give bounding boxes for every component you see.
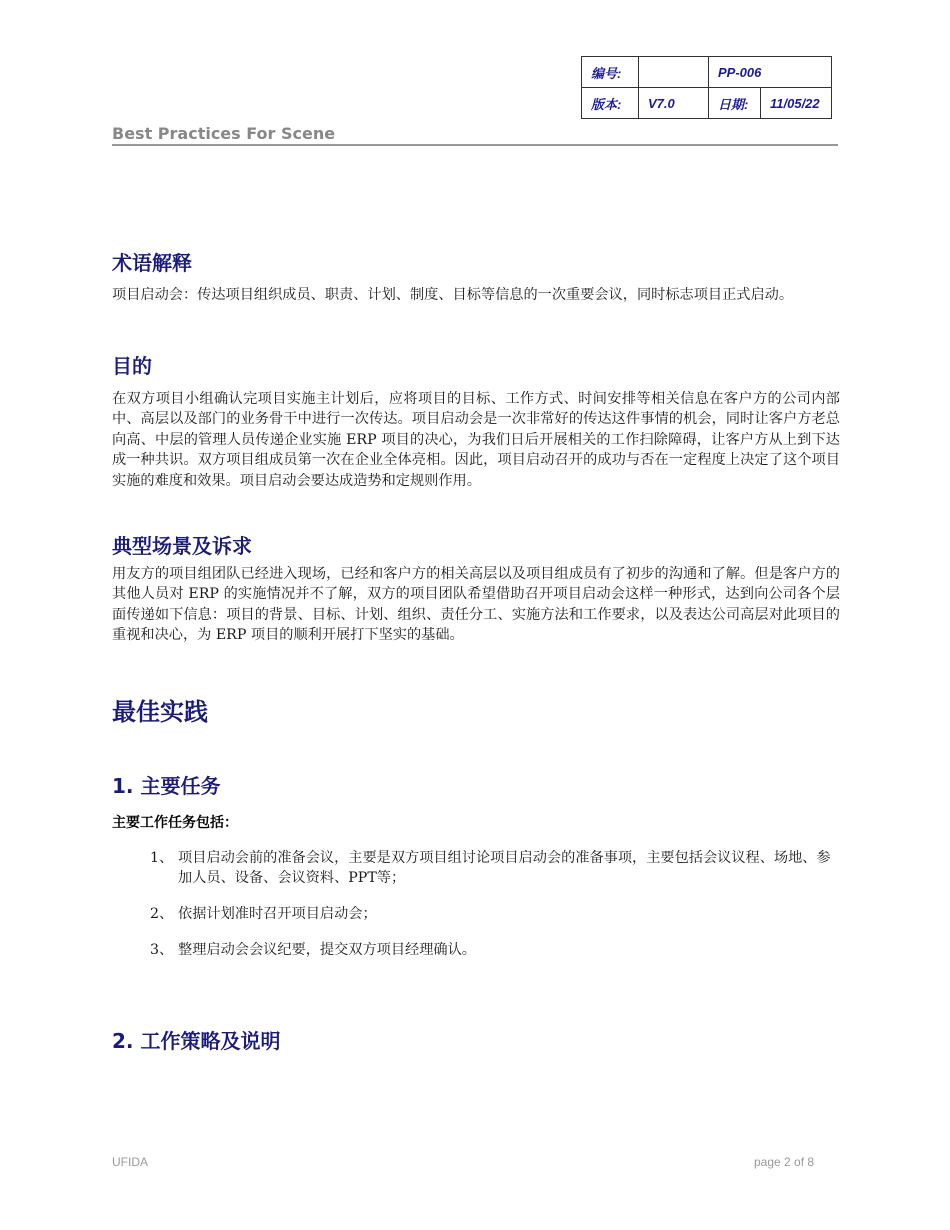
code-spacer-cell <box>639 57 709 88</box>
footer-page-number: page 2 of 8 <box>754 1155 815 1169</box>
date-value: 11/05/22 <box>761 88 832 119</box>
task-number: 2、 <box>150 906 174 922</box>
section-title-scenario: 典型场景及诉求 <box>112 534 252 558</box>
main-tasks-intro: 主要工作任务包括： <box>112 815 238 831</box>
version-label: 版本: <box>582 88 639 119</box>
section-title-best-practice: 最佳实践 <box>112 698 208 726</box>
section-body-scenario: 用友方的项目组团队已经进入现场，已经和客户方的相关高层以及项目组成员有了初步的沟通和了解。但是客户方的其他人员对 ERP 的实施情况并不了解，双方的项目团队希望借助召开项目启动会这样一种形式，达到向公司各个层面传递如下信息：项目的背景、目标、计划、组织、责任分工、实施方法和工作要求，以及表达公司高层对此项目的重视和决心，为 ERP 项目的顺利开展打下坚实的基础。 <box>112 566 840 644</box>
section-title-purpose: 目的 <box>112 354 152 378</box>
task-text: 项目启动会前的准备会议，主要是双方项目组讨论项目启动会的准备事项，主要包括会议议程、场地、参加人员、设备、会议资料、PPT等； <box>178 850 831 887</box>
task-item <box>150 848 840 889</box>
task-item <box>150 940 840 960</box>
section-title-main-tasks: 1. 主要任务 <box>112 774 221 798</box>
date-label: 日期: <box>709 88 761 119</box>
version-value: V7.0 <box>639 88 709 119</box>
document-info-table <box>581 56 832 119</box>
code-value: PP-006 <box>709 57 832 88</box>
task-item <box>150 904 840 924</box>
task-text: 整理启动会会议纪要，提交双方项目经理确认。 <box>178 942 476 958</box>
header-divider <box>112 144 838 146</box>
task-number: 1、 <box>150 850 174 866</box>
task-text: 依据计划准时召开项目启动会； <box>178 906 377 922</box>
section-body-terms: 项目启动会：传达项目组织成员、职责、计划、制度、目标等信息的一次重要会议，同时标志项目正式启动。 <box>112 287 794 303</box>
footer-company: UFIDA <box>112 1155 148 1169</box>
section-body-purpose: 在双方项目小组确认完项目实施主计划后，应将项目的目标、工作方式、时间安排等相关信息在客户方的公司内部中、高层以及部门的业务骨干中进行一次传达。项目启动会是一次非常好的传达这件事情的机会，同时让客户方老总向高、中层的管理人员传递企业实施 ERP 项目的决心，为我们日后开展相关的工作扫除障碍，让客户方从上到下达成一种共识。双方项目组成员第一次在企业全体亮相。因此，项目启动召开的成功与否在一定程度上决定了这个项目实施的难度和效果。项目启动会要达成造势和定规则作用。 <box>112 391 840 489</box>
header-brand: Best Practices For Scene <box>112 124 336 143</box>
task-number: 3、 <box>150 942 174 958</box>
code-label: 编号: <box>582 57 639 88</box>
section-title-terms: 术语解释 <box>112 251 192 275</box>
section-title-strategy: 2. 工作策略及说明 <box>112 1029 281 1053</box>
